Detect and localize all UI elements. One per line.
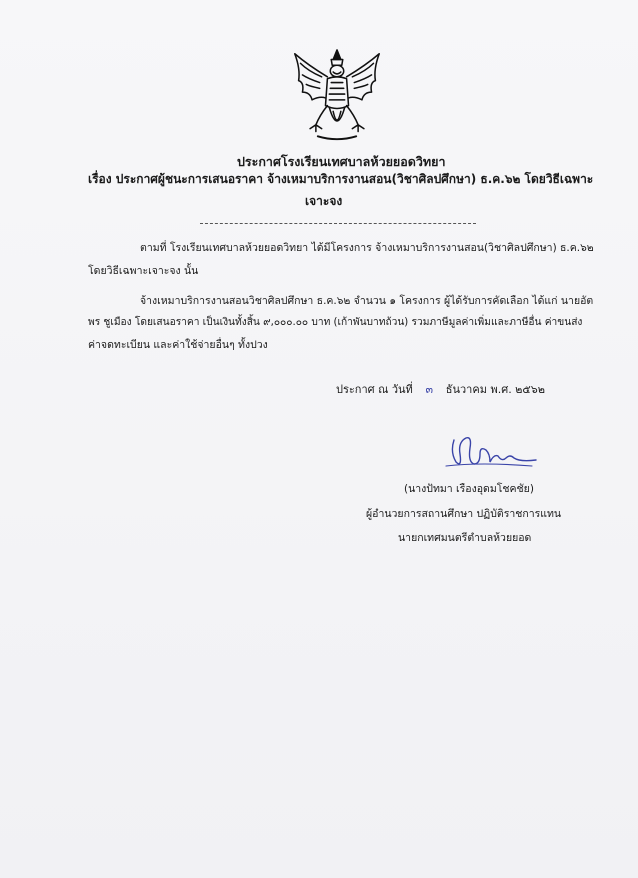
signatory-position2: นายกเทศมนตรีตำบลห้วยยอด: [398, 532, 532, 544]
para2-line3: ค่าจดทะเบียน และค่าใช้จ่ายอื่นๆ ทั้งปวง: [88, 339, 268, 351]
para2-line1: จ้างเหมาบริการงานสอนวิชาศิลปศึกษา ธ.ค.๖๒ จำนวน ๑ โครงการ ผู้ได้รับการคัดเลือก ได้แก่ นายอัต: [140, 295, 594, 307]
date-month-year: ธันวาคม พ.ศ. ๒๕๖๒: [445, 383, 545, 396]
signatory-name: (นางปัทมา เรืองอุดมโชคชัย): [404, 483, 534, 495]
date-line: [336, 382, 545, 398]
para1-line2: โดยวิธีเฉพาะเจาะจง นั้น: [88, 265, 199, 277]
signatory-position1: ผู้อำนวยการสถานศึกษา ปฏิบัติราชการแทน: [366, 508, 562, 520]
para1-line1: ตามที่ โรงเรียนเทศบาลห้วยยอดวิทยา ได้มีโครงการ จ้างเหมาบริการงานสอน(วิชาศิลปศึกษา) ธ.ค.๖๒: [140, 242, 594, 254]
divider: [200, 223, 476, 224]
garuda-emblem-icon: [288, 48, 386, 144]
signature-icon: [440, 432, 540, 474]
date-prefix: ประกาศ ณ วันที่: [336, 383, 413, 396]
announcement-subject-line2: เจาะจง: [305, 194, 343, 208]
announcement-title: ประกาศโรงเรียนเทศบาลห้วยยอดวิทยา: [237, 154, 446, 169]
announcement-subject-line1: เรื่อง ประกาศผู้ชนะการเสนอราคา จ้างเหมาบริการงานสอน(วิชาศิลปศึกษา) ธ.ค.๖๒ โดยวิธีเฉพาะ: [88, 172, 594, 186]
date-day: ๓: [425, 383, 434, 396]
para2-line2: พร ชูเมือง โดยเสนอราคา เป็นเงินทั้งสิ้น ๙,๐๐๐.๐๐ บาท (เก้าพันบาทถ้วน) รวมภาษีมูลค่าเพิ่มและภาษีอื่น ค่าขนส่ง: [88, 317, 583, 328]
